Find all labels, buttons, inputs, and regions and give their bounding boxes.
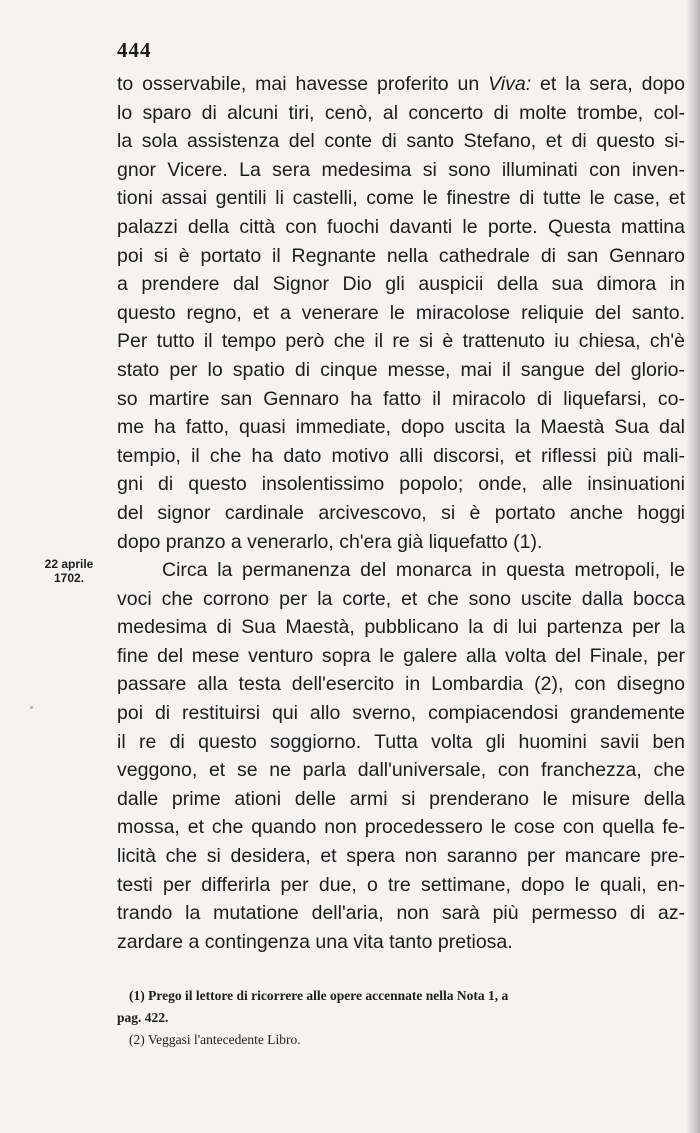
text-line: veggono, et se ne parla dall'universale, con franchezza, che [117, 759, 685, 782]
text-line: Circa la permanenza del monarca in questa metropoli, le [162, 559, 685, 582]
text-line: to osservabile, mai havesse proferito un Viva: et la sera, dopo [117, 73, 685, 95]
footnote-2: (2) Veggasi l'antecedente Libro. [129, 1032, 301, 1047]
text-line: gnor Vicere. La sera medesima si sono illuminati con inven- [117, 158, 685, 181]
text-line: medesima di Sua Maestà, pubblicano la di lui partenza per la [117, 616, 685, 639]
text-line: a prendere dal Signor Dio gli auspicii della sua dimora in [117, 273, 685, 296]
footnote-1-line-1: (1) Prego il lettore di ricorrere alle opere accennate nella Nota 1, a [129, 988, 509, 1003]
margin-date-note [34, 557, 104, 585]
text-line: testi per differirla per due, o tre settimane, dopo le quali, en- [117, 873, 685, 896]
text-line: lo sparo di alcuni tiri, cenò, al concerto di molte trombe, col- [117, 101, 685, 124]
body-text [117, 70, 685, 956]
text-line: tempio, il che ha dato motivo alli discorsi, et riflessi più mali- [117, 444, 685, 467]
text-line: zardare a contingenza una vita tanto pretiosa. [117, 930, 513, 953]
page-number: 444 [117, 38, 152, 62]
page-edge-shadow [686, 0, 700, 1133]
text-line: me ha fatto, quasi immediate, dopo uscita la Maestà Sua dal [117, 416, 685, 439]
footnote-1-line-2: pag. 422. [117, 1010, 169, 1025]
text-line: il re di questo soggiorno. Tutta volta gli huomini savii ben [117, 730, 685, 753]
text-line: dopo pranzo a venerarlo, ch'era già liquefatto (1). [117, 530, 543, 553]
text-line: mossa, et che quando non procedessero le cose con quella fe- [117, 816, 685, 839]
text-line: dalle prime ationi delle armi si prenderano le misure della [117, 787, 685, 810]
text-line: stato per lo spatio di cinque messe, mai il sangue del glorio- [117, 358, 685, 381]
text-line: voci che corrono per la corte, et che sono uscite dalla bocca [117, 587, 685, 610]
text-line: poi si è portato il Regnante nella cathedrale di san Gennaro [117, 244, 685, 267]
margin-date: 22 aprile [44, 557, 94, 571]
text-line: del signor cardinale arcivescovo, si è portato anche hoggi [117, 501, 685, 524]
text-line: so martire san Gennaro ha fatto il miracolo di liquefarsi, co- [117, 387, 685, 410]
text-line: licità che si desidera, et spera non saranno per mancare pre- [117, 845, 685, 868]
text-line: trando la mutatione dell'aria, non sarà più permesso di az- [117, 902, 685, 925]
text-line: la sola assistenza del conte di santo Stefano, et di questo si- [117, 130, 685, 153]
paper-speck [30, 706, 33, 709]
text-line: palazzi della città con fuochi davanti le porte. Questa mattina [117, 215, 685, 238]
text-line: Per tutto il tempo però che il re si è trattenuto iu chiesa, ch'è [117, 330, 685, 353]
margin-year: 1702. [53, 571, 85, 585]
footnotes [117, 985, 685, 1051]
text-line: poi di restituirsi qui allo sverno, compiacendosi grandemente [117, 702, 685, 725]
text-line: gni di questo insolentissimo popolo; onde, alle insinuationi [117, 473, 685, 496]
text-line: passare alla testa dell'esercito in Lombardia (2), con disegno [117, 673, 685, 696]
text-line: tioni assai gentili li castelli, come le finestre di tutte le case, et [117, 187, 685, 210]
footnote-1 [117, 985, 685, 1029]
text-line: fine del mese venturo sopra le galere alla volta del Finale, per [117, 644, 685, 667]
text-line: questo regno, et a venerare le miracolose reliquie del santo. [117, 301, 685, 324]
